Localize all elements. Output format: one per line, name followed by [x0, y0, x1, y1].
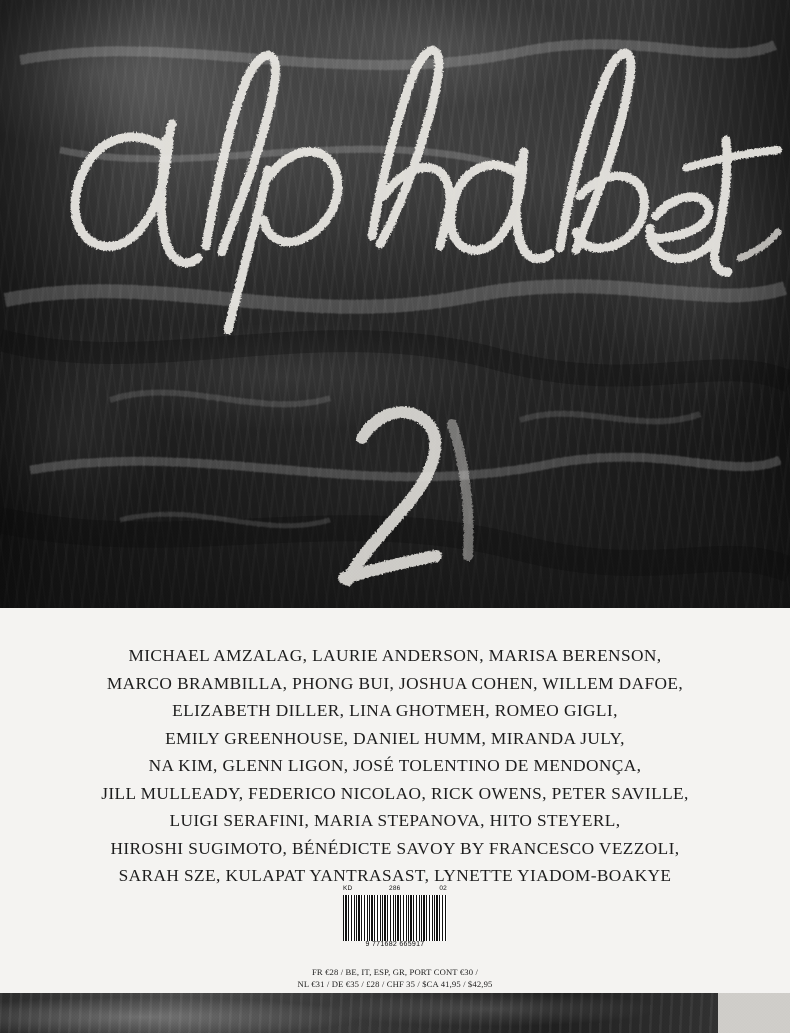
- price-list: [0, 967, 790, 990]
- price-line-1: FR €28 / BE, IT, ESP, GR, PORT CONT €30 /: [311, 967, 479, 977]
- contributor-line: JILL MULLEADY, FEDERICO NICOLAO, RICK OWENS, PETER SAVILLE,: [101, 783, 689, 803]
- next-page-image-sliver: [0, 993, 790, 1033]
- barcode-block: [0, 885, 790, 990]
- barcode-digits: 9 771682 665917: [365, 941, 425, 948]
- contributor-line: LUIGI SERAFINI, MARIA STEPANOVA, HITO STEYERL,: [169, 811, 621, 830]
- contributors-list: [0, 608, 790, 890]
- contributor-line: NA KIM, GLENN LIGON, JOSÉ TOLENTINO DE MENDONÇA,: [148, 756, 642, 775]
- contributor-line: MARCO BRAMBILLA, PHONG BUI, JOSHUA COHEN, WILLEM DAFOE,: [106, 673, 684, 693]
- contributor-line: MICHAEL AMZALAG, LAURIE ANDERSON, MARISA BERENSON,: [128, 646, 662, 665]
- contributor-line: ELIZABETH DILLER, LINA GHOTMEH, ROMEO GIGLI,: [172, 701, 618, 720]
- barcode-bars: [343, 895, 447, 941]
- barcode-code-mid: 286: [389, 885, 401, 892]
- barcode: [343, 885, 447, 948]
- page-bottom-edge: [0, 993, 790, 1033]
- barcode-top-codes: [343, 885, 447, 894]
- barcode-code-right: 02: [439, 885, 447, 892]
- contributor-line: SARAH SZE, KULAPAT YANTRASAST, LYNETTE YIADOM-BOAKYE: [118, 866, 672, 885]
- barcode-code-left: KD: [343, 885, 353, 892]
- contributor-line: HIROSHI SUGIMOTO, BÉNÉDICTE SAVOY BY FRANCESCO VEZZOLI,: [110, 838, 680, 858]
- page-edge-white-margin: [718, 993, 790, 1033]
- price-line-2: NL €31 / DE €35 / £28 / CHF 35 / $CA 41,95 / $42,95: [297, 978, 493, 989]
- contributor-line: EMILY GREENHOUSE, DANIEL HUMM, MIRANDA JULY,: [165, 728, 625, 748]
